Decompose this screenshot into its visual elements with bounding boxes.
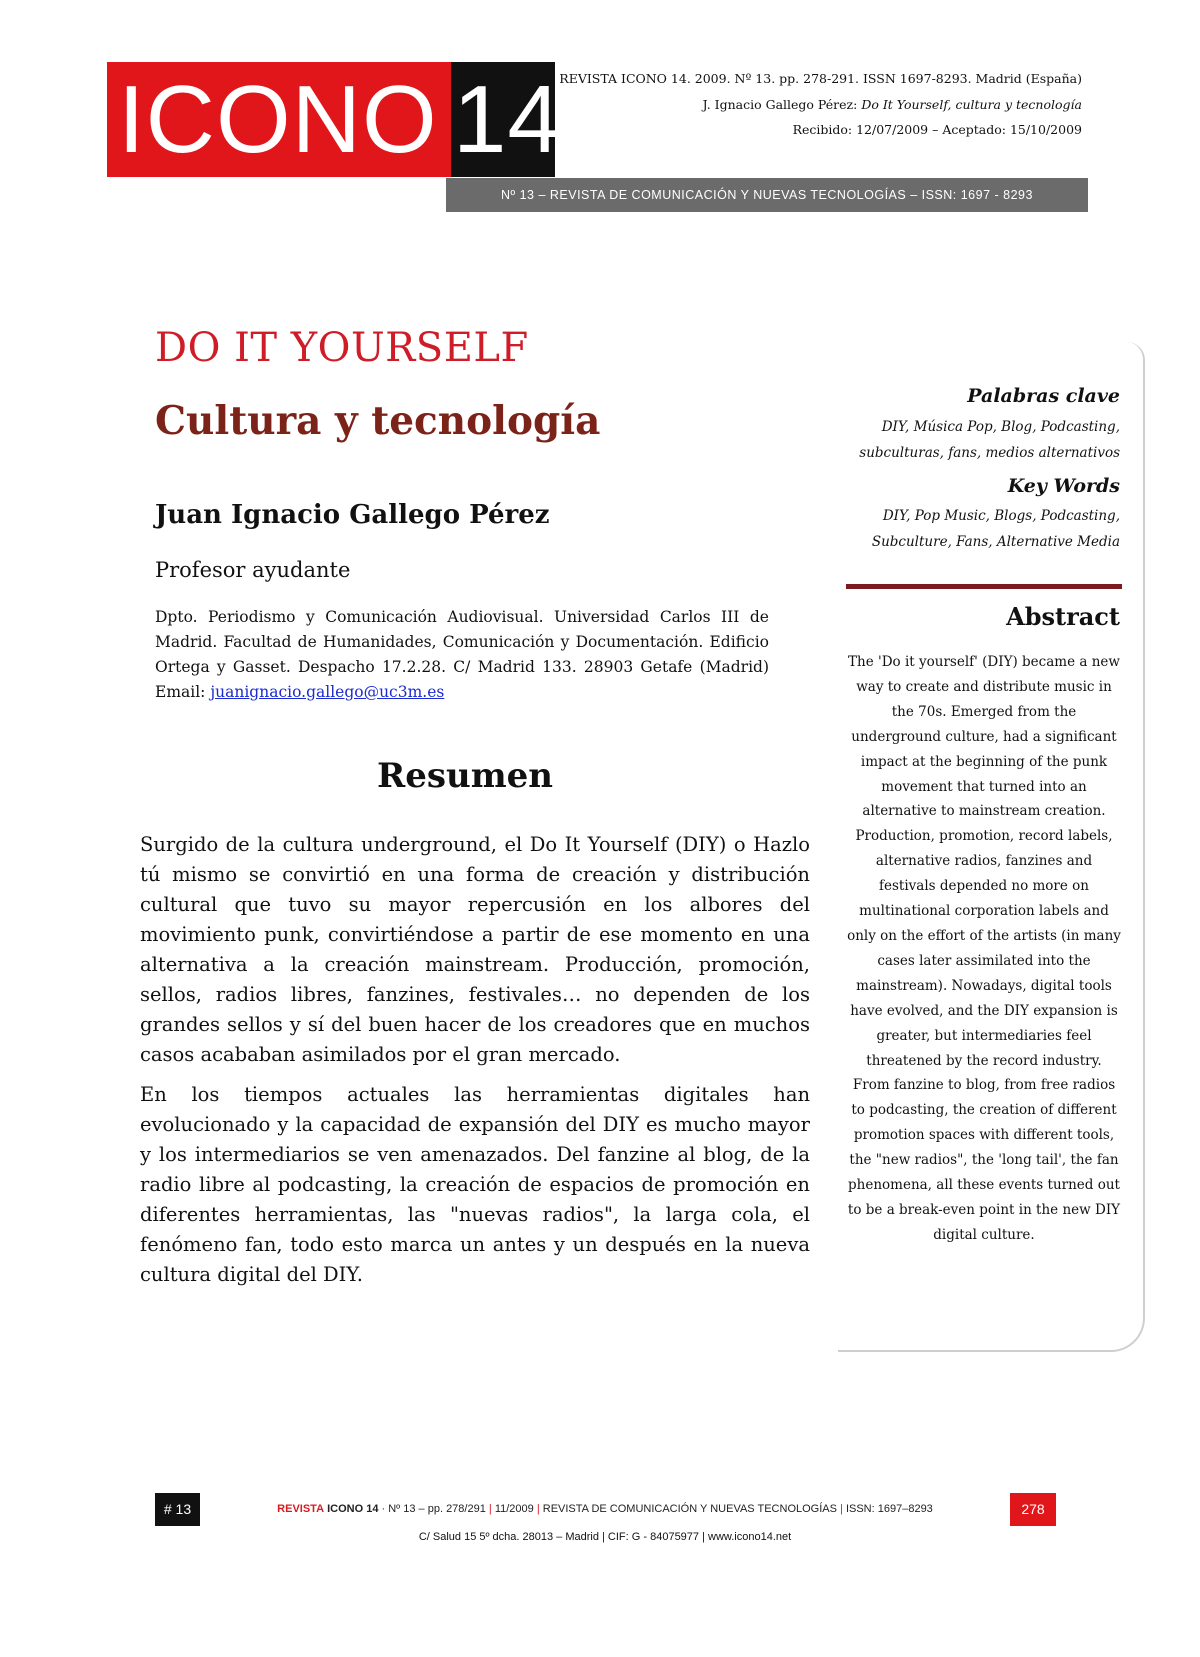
palabras-line-2: subculturas, fans, medios alternativos [859, 445, 1120, 461]
resumen-body [140, 830, 810, 1300]
key-words-list [820, 503, 1120, 555]
footer-page-number: 278 [1010, 1493, 1056, 1526]
email-link[interactable]: juanignacio.gallego@uc3m.es [210, 683, 445, 701]
footer-address: C/ Salud 15 5º dcha. 28013 – Madrid | CIF: G - 84075977 | www.icono14.net [418, 1531, 792, 1543]
logo-number: 14 [453, 66, 562, 173]
abstract-body: The 'Do it yourself' (DIY) became a new way to create and distribute music in the 70s. Emerged from the underground culture, had a significant impact at the beginning of the punk movement that turned into an alternative to mainstream creation. Production, promotion, record labels, alternative radios, fanzines and festivals depended no more on multinational corporation labels and only on the effort of the artists (in many cases later assimilated into the mainstream). Nowadays, digital tools have evolved, and the DIY expansion is greater, but intermediaries feel threatened by the record industry. From fanzine to blog, from free radios to podcasting, the creation of different promotion spaces with different tools, the "new radios", the 'long tail', the fan phenomena, all these events turned out to be a break-even point in the new DIY digital culture. [847, 654, 1121, 1243]
author-role: Profesor ayudante [155, 558, 351, 582]
footer-pages: · Nº 13 – pp. 278/291 [381, 1503, 486, 1515]
header-dates: Recibido: 12/07/2009 – Aceptado: 15/10/2009 [792, 122, 1082, 137]
footer-icono: ICONO 14 [327, 1503, 379, 1515]
footer-date: 11/2009 [494, 1503, 534, 1515]
resumen-paragraph-2: En los tiempos actuales las herramientas digitales han evolucionado y la capacidad de expansión del DIY es mucho mayor y los intermediarios se ven amenazados. Del fanzine al blog, de la radio libre al podcasting, la creación de espacios de promoción en diferentes herramientas, las "nuevas radios", la larga cola, el fenómeno fan, todo esto marca un antes y un después en la nueva cultura digital del DIY. [140, 1083, 810, 1286]
resumen-heading: Resumen [376, 756, 554, 796]
affiliation-text: Dpto. Periodismo y Comunicación Audiovisual. Universidad Carlos III de Madrid. Facultad de Humanidades, Comunicación y Documentación. Edificio Ortega y Gasset. Despacho 17.2.28. C/ Madrid 133. 28903 Getafe (Madrid) Email: [155, 608, 769, 701]
footer-issue-badge: # 13 [155, 1493, 200, 1526]
logo-text: ICONO [118, 66, 438, 173]
header-author-name: J. Ignacio Gallego Pérez: [702, 97, 858, 112]
palabras-clave-heading: Palabras clave [967, 385, 1120, 407]
footer-separator: | [840, 1503, 843, 1515]
abstract-heading: Abstract [1006, 602, 1120, 631]
header-citation: REVISTA ICONO 14. 2009. Nº 13. pp. 278-291. ISSN 1697-8293. Madrid (España) [559, 71, 1082, 86]
article-title: DO IT YOURSELF [155, 325, 529, 371]
author-name: Juan Ignacio Gallego Pérez [155, 500, 550, 530]
palabras-line-1: DIY, Música Pop, Blog, Podcasting, [881, 419, 1120, 435]
footer-issn: ISSN: 1697–8293 [845, 1503, 933, 1515]
keywords-line-1: DIY, Pop Music, Blogs, Podcasting, [882, 508, 1120, 524]
footer-separator: | [488, 1503, 492, 1515]
keywords-line-2: Subculture, Fans, Alternative Media [871, 534, 1120, 550]
footer-revista: REVISTA [277, 1503, 325, 1515]
footer-separator: | [536, 1503, 540, 1515]
palabras-clave-list [820, 414, 1120, 466]
header-article-title: Do It Yourself, cultura y tecnología [861, 97, 1082, 112]
footer-journal-name: REVISTA DE COMUNICACIÓN Y NUEVAS TECNOLOGÍAS [542, 1503, 837, 1515]
sidebar-divider [846, 584, 1122, 589]
key-words-heading: Key Words [1007, 475, 1120, 497]
journal-band: Nº 13 – REVISTA DE COMUNICACIÓN Y NUEVAS TECNOLOGÍAS – ISSN: 1697 - 8293 [446, 178, 1088, 212]
author-affiliation [155, 605, 769, 705]
article-subtitle: Cultura y tecnología [155, 398, 601, 444]
header-author-line [703, 97, 1082, 112]
resumen-paragraph-1: Surgido de la cultura underground, el Do It Yourself (DIY) o Hazlo tú mismo se convirtió en una forma de creación y distribución cultural que tuvo su mayor repercusión en los albores del movimiento punk, convirtiéndose a partir de ese momento en una alternativa a la creación mainstream. Producción, promoción, sellos, radios libres, fanzines, festivales… no dependen de los grandes sellos y sí del buen hacer de los creadores que en muchos casos acababan asimilados por el gran mercado. [140, 833, 810, 1066]
footer-journal-info [200, 1493, 1010, 1526]
